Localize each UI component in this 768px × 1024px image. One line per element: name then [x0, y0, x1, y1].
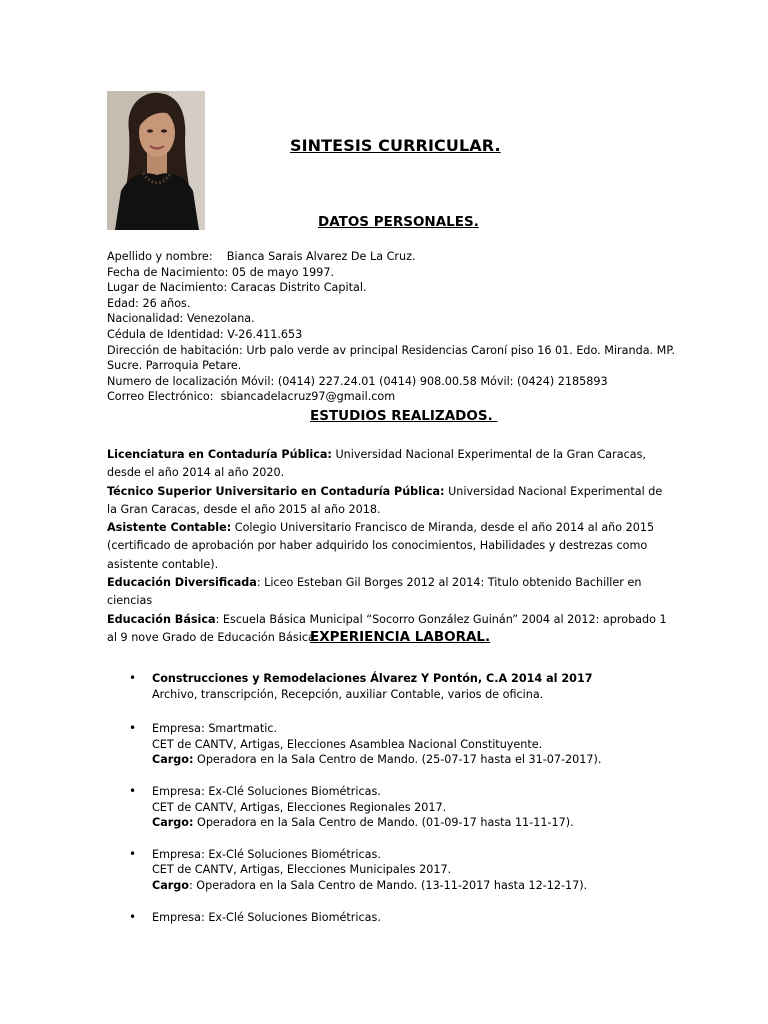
study-label: Educación Diversificada	[107, 576, 257, 590]
personal-email: Correo Electrónico: sbiancadelacruz97@gmail.com	[107, 390, 396, 404]
job-company: Empresa: Ex-Clé Soluciones Biométricas.	[152, 847, 381, 861]
job-cargo	[152, 878, 687, 894]
job-detail: CET de CANTV, Artigas, Elecciones Municipales 2017.	[152, 863, 452, 877]
heading-personal-data: DATOS PERSONALES.	[318, 214, 479, 230]
job-company: Empresa: Smartmatic.	[152, 722, 278, 736]
bullet-icon: •	[129, 783, 137, 798]
personal-data-block	[107, 249, 687, 405]
personal-birthdate: Fecha de Nacimiento: 05 de mayo 1997.	[107, 265, 335, 279]
document-title: SINTESIS CURRICULAR.	[290, 136, 501, 155]
study-item	[107, 574, 667, 611]
study-label: Educación Básica	[107, 612, 216, 626]
job-company: Construcciones y Remodelaciones Álvarez Y Pontón, C.A 2014 al 2017	[152, 672, 593, 685]
study-label: Licenciatura en Contaduría Pública:	[107, 448, 332, 461]
bullet-icon: •	[129, 846, 137, 861]
personal-address: Dirección de habitación: Urb palo verde av principal Residencias Caroní piso 16 01. Edo. Miranda. MP. Sucre. Parroquia Petare.	[107, 343, 675, 373]
job-item	[107, 784, 687, 831]
bullet-icon: •	[129, 671, 137, 685]
job-item	[107, 910, 687, 926]
study-item	[107, 519, 667, 574]
cargo-text: Operadora en la Sala Centro de Mando. (25-07-17 hasta el 31-07-2017).	[193, 753, 602, 767]
job-item	[107, 847, 687, 894]
job-cargo	[152, 752, 687, 768]
study-text: Colegio Universitario Francisco de Miranda, desde el año 2014 al año 2015 (certificado de aprobación por haber adquirido los conocimientos, Habilidades y destrezas como asistente contable).	[107, 521, 655, 571]
study-label: Técnico Superior Universitario en Contaduría Pública:	[107, 484, 445, 498]
portrait-image	[107, 91, 205, 230]
heading-experience: EXPERIENCIA LABORAL.	[310, 629, 491, 645]
study-item	[107, 483, 667, 520]
personal-name: Apellido y nombre: Bianca Sarais Alvarez De La Cruz.	[107, 250, 416, 263]
study-text: Universidad Nacional Experimental de la Gran Caracas, desde el año 2014 al año 2020.	[107, 448, 646, 480]
studies-block	[107, 446, 667, 647]
cargo-label: Cargo:	[152, 753, 194, 767]
bullet-icon: •	[129, 909, 137, 924]
job-item	[107, 671, 687, 702]
heading-studies: ESTUDIOS REALIZADOS.	[310, 408, 498, 424]
experience-list	[107, 671, 687, 925]
cargo-text: : Operadora en la Sala Centro de Mando. (13-11-2017 hasta 12-12-17).	[188, 878, 588, 892]
study-label: Asistente Contable:	[107, 521, 232, 535]
bullet-icon: •	[129, 721, 137, 736]
job-company: Empresa: Ex-Clé Soluciones Biométricas.	[152, 910, 381, 924]
study-text: Universidad Nacional Experimental de la Gran Caracas, desde el año 2015 al año 2018.	[107, 484, 663, 516]
cargo-label: Cargo	[152, 878, 189, 892]
job-detail: CET de CANTV, Artigas, Elecciones Asamblea Nacional Constituyente.	[152, 737, 543, 751]
personal-id: Cédula de Identidad: V-26.411.653	[107, 327, 303, 341]
personal-birthplace: Lugar de Nacimiento: Caracas Distrito Capital.	[107, 281, 367, 295]
cargo-label: Cargo:	[152, 816, 194, 830]
job-cargo	[152, 815, 687, 831]
cargo-text: Operadora en la Sala Centro de Mando. (01-09-17 hasta 11-11-17).	[193, 816, 574, 830]
job-item	[107, 721, 687, 768]
personal-phones: Numero de localización Móvil: (0414) 227.24.01 (0414) 908.00.58 Móvil: (0424) 2185893	[107, 374, 608, 388]
job-company: Empresa: Ex-Clé Soluciones Biométricas.	[152, 784, 381, 798]
study-text: : Escuela Básica Municipal “Socorro González Guinán” 2004 al 2012: aprobado 1 al 9 nove Grado de Educación Básica	[107, 612, 667, 644]
job-detail: CET de CANTV, Artigas, Elecciones Regionales 2017.	[152, 800, 447, 814]
profile-photo	[107, 91, 205, 230]
personal-age: Edad: 26 años.	[107, 296, 191, 310]
study-item	[107, 446, 667, 483]
study-text: : Liceo Esteban Gil Borges 2012 al 2014: Titulo obtenido Bachiller en ciencias	[107, 576, 642, 608]
personal-nationality: Nacionalidad: Venezolana.	[107, 312, 255, 326]
job-description: Archivo, transcripción, Recepción, auxiliar Contable, varios de oficina.	[152, 687, 544, 701]
